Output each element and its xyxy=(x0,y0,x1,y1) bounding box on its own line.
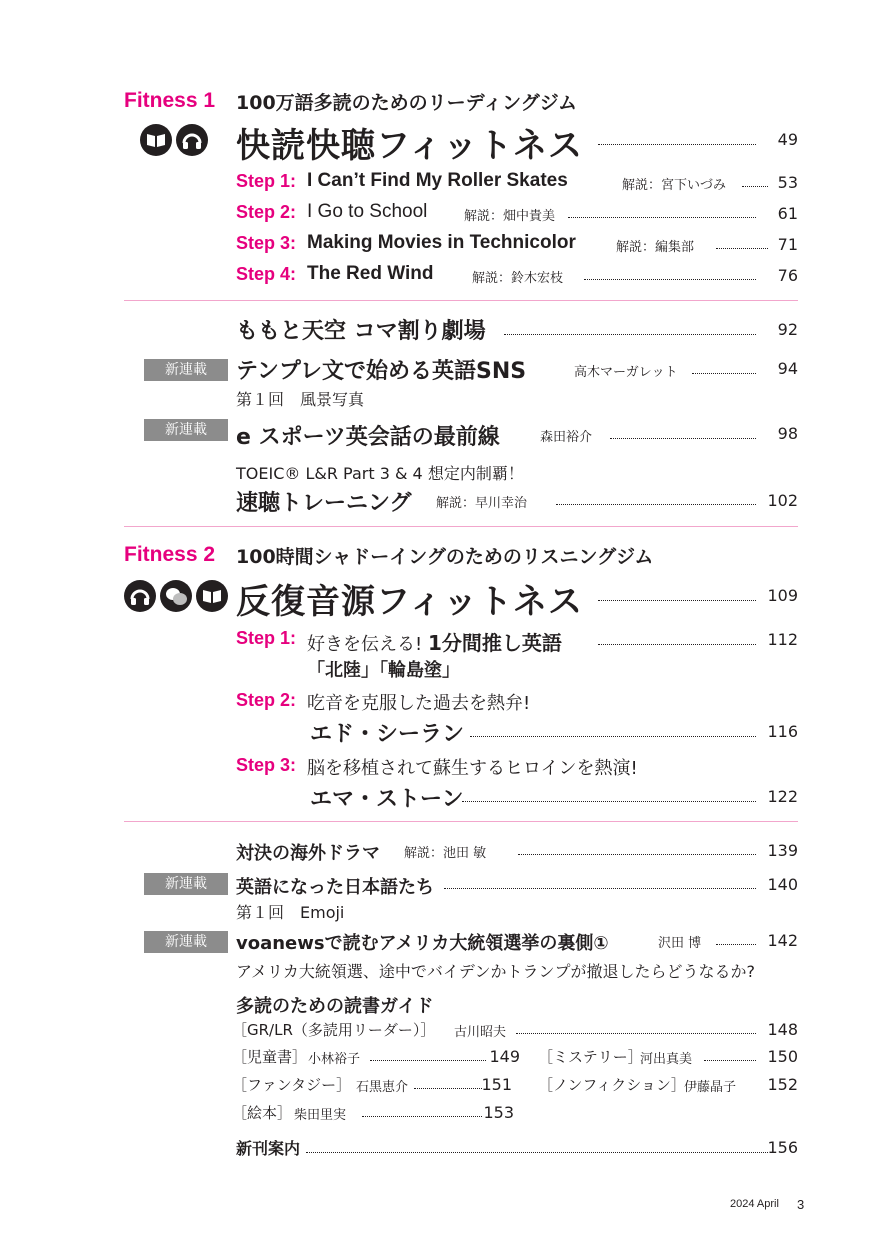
step-title[interactable]: I Go to School xyxy=(307,201,428,222)
leader-dots xyxy=(518,854,756,855)
headphones-icon xyxy=(124,580,156,612)
credit-text: 沢田 博 xyxy=(658,936,702,951)
page-number: 112 xyxy=(767,630,798,649)
step-label: Step 1: xyxy=(236,628,297,648)
template-sns-title[interactable]: テンプレ文で始める英語SNS xyxy=(236,359,527,384)
credit-text: 解説：鈴木宏枝 xyxy=(472,271,564,286)
page-number: 153 xyxy=(483,1103,514,1122)
step-line: 脳を移植されて蘇生するヒロインを熱演! xyxy=(307,758,638,779)
page-number: 92 xyxy=(777,320,798,339)
new-books-title[interactable]: 新刊案内 xyxy=(236,1139,301,1158)
fitness2-subtitle: 100時間シャドーイングのためのリスニングジム xyxy=(236,546,654,568)
page-number: 98 xyxy=(777,424,798,443)
page-number: 116 xyxy=(767,722,798,741)
guide-author: 石黒恵介 xyxy=(356,1080,409,1095)
page-number: 148 xyxy=(767,1020,798,1039)
page-number: 152 xyxy=(767,1075,798,1094)
step-title[interactable]: Making Movies in Technicolor xyxy=(307,232,576,253)
credit-text: 森田裕介 xyxy=(540,430,593,445)
toeic-subtitle: TOEIC® L&R Part 3 & 4 想定内制覇！ xyxy=(236,464,524,483)
page-number: 76 xyxy=(777,266,798,285)
page-number: 109 xyxy=(767,586,798,605)
page-number: 53 xyxy=(777,173,798,192)
fitness1-subtitle: 100万語多読のためのリーディングジム xyxy=(236,92,578,114)
leader-dots xyxy=(568,217,756,218)
guide-author: 河出真美 xyxy=(640,1052,693,1067)
step-line: 吃音を克服した過去を熱弁! xyxy=(307,693,531,714)
drama-title[interactable]: 対決の海外ドラマ xyxy=(236,843,380,864)
leader-dots xyxy=(444,888,756,889)
guide-author: 伊藤晶子 xyxy=(684,1080,737,1095)
credit-text: 解説：編集部 xyxy=(616,240,695,255)
step-label: Step 2: xyxy=(236,202,297,222)
credit-text: 解説：池田 敏 xyxy=(404,846,487,861)
step-label: Step 3: xyxy=(236,233,297,253)
new-series-badge: 新連載 xyxy=(144,359,228,381)
book-icon xyxy=(140,124,172,156)
book-icon xyxy=(196,580,228,612)
esports-title[interactable]: e スポーツ英会話の最前線 xyxy=(236,425,500,450)
step-intro-text: 好きを伝える! xyxy=(307,634,428,655)
speech-bubble-icon xyxy=(160,580,192,612)
page-number: 49 xyxy=(777,130,798,149)
guide-mystery-label[interactable]: ［ミステリー］ xyxy=(538,1048,643,1066)
page-number: 139 xyxy=(767,841,798,860)
guide-picture-label[interactable]: ［絵本］ xyxy=(232,1104,293,1122)
step-line[interactable] xyxy=(307,627,562,656)
section-divider xyxy=(124,300,798,301)
credit-text: 解説：畑中貴美 xyxy=(464,209,556,224)
page-number: 71 xyxy=(777,235,798,254)
section-divider xyxy=(124,821,798,822)
guide-author: 小林裕子 xyxy=(308,1052,361,1067)
credit-text: 高木マーガレット xyxy=(574,365,678,380)
fitness1-title[interactable]: 快読快聴フィットネス xyxy=(236,126,583,166)
step-label: Step 3: xyxy=(236,755,297,775)
page-number: 142 xyxy=(767,931,798,950)
step-bold-title: 1分間推し英語 xyxy=(427,631,562,655)
leader-dots xyxy=(584,279,756,280)
reading-guide-title[interactable]: 多読のための読書ガイド xyxy=(236,996,434,1017)
guide-children-label[interactable]: ［児童書］ xyxy=(232,1048,308,1066)
page-number: 156 xyxy=(767,1138,798,1157)
leader-dots xyxy=(516,1033,756,1034)
leader-dots xyxy=(470,736,756,737)
new-series-badge: 新連載 xyxy=(144,419,228,441)
leader-dots xyxy=(598,144,756,145)
step-title[interactable]: I Can’t Find My Roller Skates xyxy=(307,170,568,191)
new-series-badge: 新連載 xyxy=(144,873,228,895)
episode-subtitle: 第１回 Emoji xyxy=(236,903,345,922)
leader-dots xyxy=(462,801,756,802)
step-label: Step 4: xyxy=(236,264,297,284)
leader-dots xyxy=(556,504,756,505)
japanese-words-title[interactable]: 英語になった日本語たち xyxy=(236,877,434,898)
toeic-title[interactable]: 速聴トレーニング xyxy=(236,491,412,516)
page-number: 102 xyxy=(767,491,798,510)
page-number: 94 xyxy=(777,359,798,378)
leader-dots xyxy=(306,1152,768,1153)
fitness2-title[interactable]: 反復音源フィットネス xyxy=(236,582,583,622)
voa-subtitle: アメリカ大統領選、途中でバイデンかトランプが撤退したらどうなるか? xyxy=(236,962,756,981)
guide-author: 古川昭夫 xyxy=(454,1025,507,1040)
step-line2: 「北陸」「輪島塗」 xyxy=(307,660,460,681)
guide-nonfiction-label[interactable]: ［ノンフィクション］ xyxy=(538,1076,686,1094)
episode-subtitle: 第１回 風景写真 xyxy=(236,390,365,409)
page-number: 140 xyxy=(767,875,798,894)
step-label: Step 2: xyxy=(236,690,297,710)
step-line2[interactable]: エマ・ストーン xyxy=(310,787,464,812)
page-number: 149 xyxy=(489,1047,520,1066)
leader-dots xyxy=(610,438,756,439)
leader-dots xyxy=(692,373,756,374)
credit-text: 解説：宮下いづみ xyxy=(622,178,727,193)
new-series-badge: 新連載 xyxy=(144,931,228,953)
headphones-icon xyxy=(176,124,208,156)
guide-gr-label[interactable]: ［GR/LR（多読用リーダー）］ xyxy=(232,1021,436,1039)
page-number: 61 xyxy=(777,204,798,223)
step-title[interactable]: The Red Wind xyxy=(307,263,434,284)
leader-dots xyxy=(598,600,756,601)
voa-title[interactable]: voanewsで読むアメリカ大統領選挙の裏側① xyxy=(236,933,609,954)
page-number: 151 xyxy=(481,1075,512,1094)
leader-dots xyxy=(370,1060,486,1061)
page-number: 122 xyxy=(767,787,798,806)
guide-author: 柴田里実 xyxy=(294,1108,347,1123)
folio-page-number: 3 xyxy=(797,1197,805,1212)
section-divider xyxy=(124,526,798,527)
issue-label: 2024 April xyxy=(730,1198,779,1210)
leader-dots xyxy=(504,334,756,335)
leader-dots xyxy=(598,644,756,645)
credit-text: 解説：早川幸治 xyxy=(436,496,528,511)
fitness2-label: Fitness 2 xyxy=(124,543,216,566)
fitness1-label: Fitness 1 xyxy=(124,89,216,112)
step-label: Step 1: xyxy=(236,171,297,191)
guide-fantasy-label[interactable]: ［ファンタジー］ xyxy=(232,1076,352,1094)
step-line2[interactable]: エド・シーラン xyxy=(310,722,465,747)
page-number: 150 xyxy=(767,1047,798,1066)
momo-title[interactable]: ももと天空 コマ割り劇場 xyxy=(236,319,486,344)
